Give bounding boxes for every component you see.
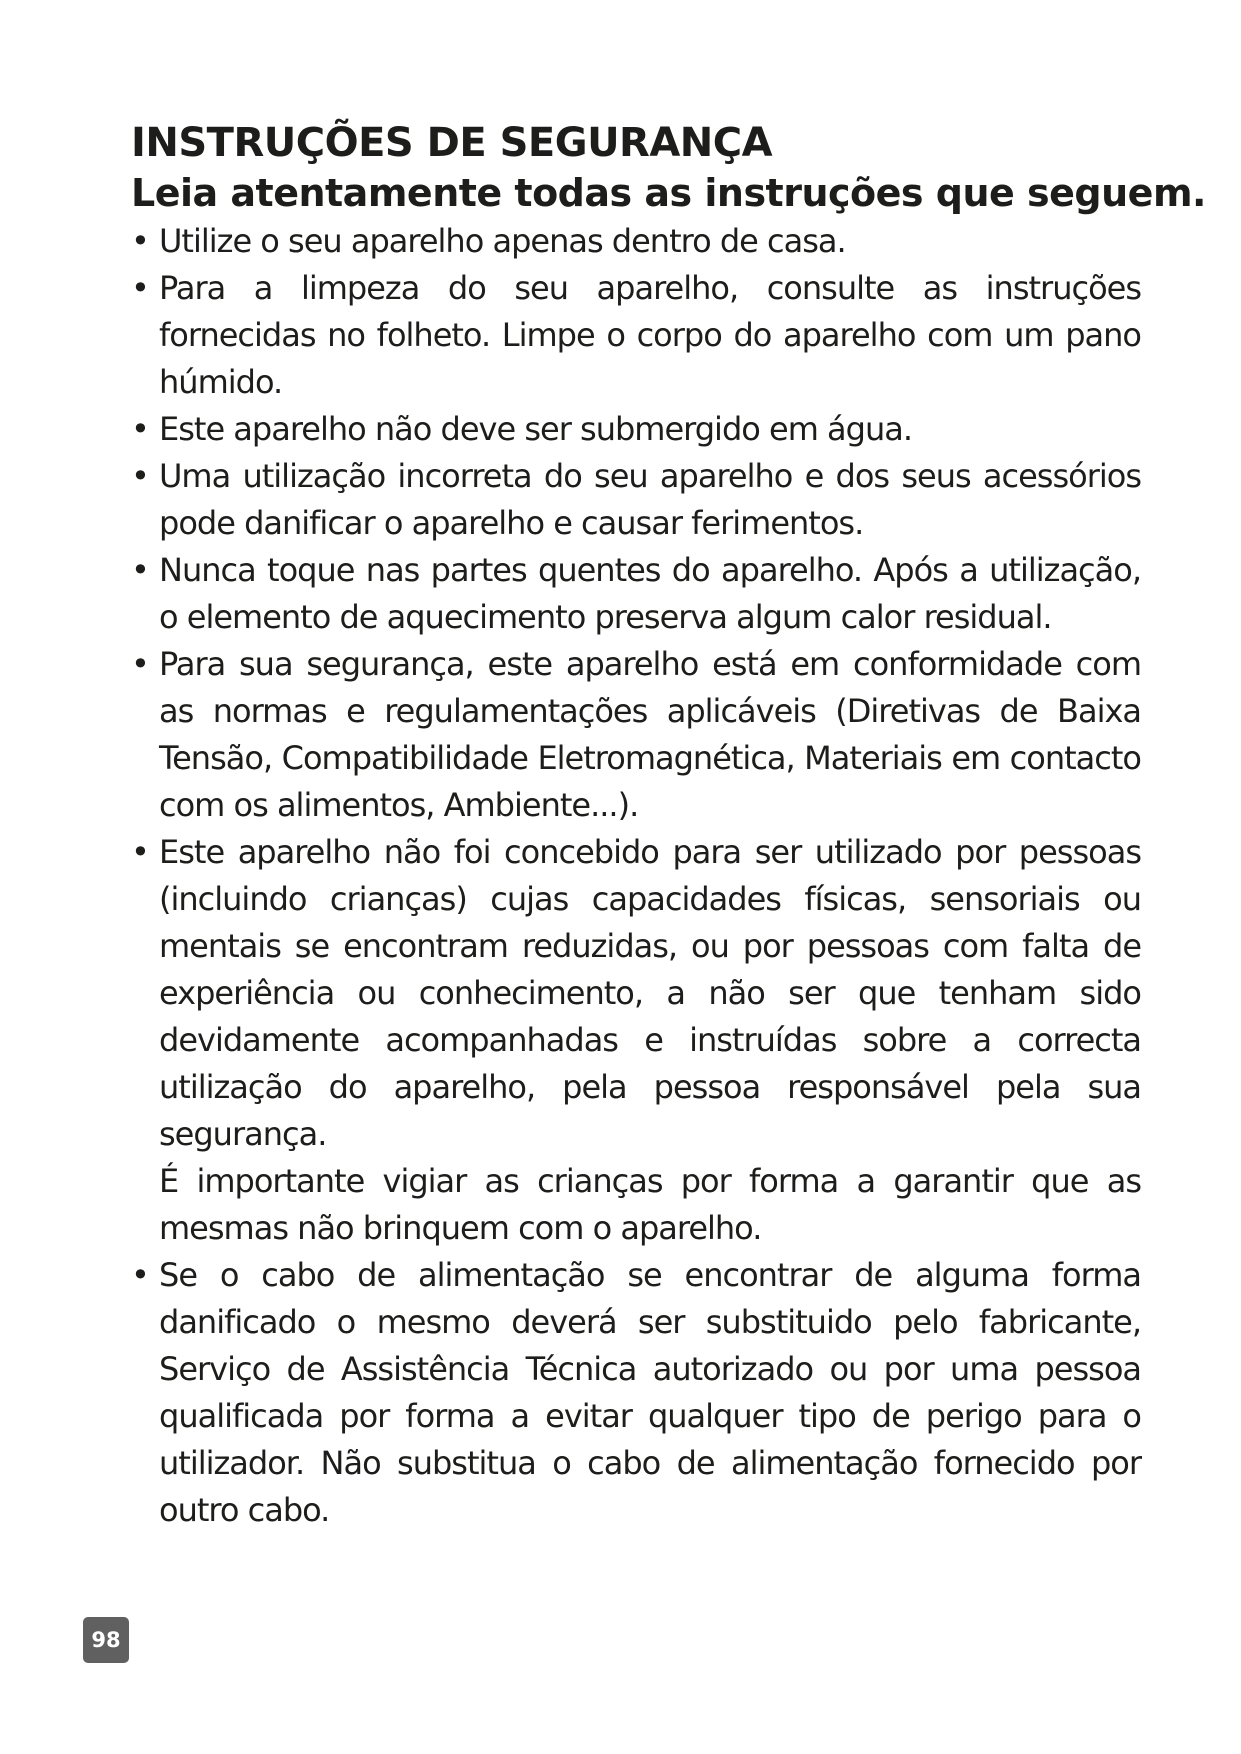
instruction-text: Este aparelho não deve ser submergido em água. <box>159 410 913 448</box>
list-item <box>131 547 1141 641</box>
bullet-icon: • <box>131 833 149 871</box>
list-item <box>131 829 1141 1252</box>
bullet-icon: • <box>131 1256 149 1294</box>
safety-instructions-list <box>131 218 1141 1534</box>
bullet-icon: • <box>131 410 149 448</box>
page-title: INSTRUÇÕES DE SEGURANÇA <box>131 120 773 166</box>
instruction-text: Utilize o seu aparelho apenas dentro de casa. <box>159 222 846 260</box>
instruction-text: Uma utilização incorreta do seu aparelho e dos seus acessórios pode danificar o aparelho e causar ferimentos. <box>159 457 1141 542</box>
instruction-text: Este aparelho não foi concebido para ser utilizado por pessoas (incluindo crianças) cujas capacidades físicas, sensoriais ou mentais se encontram reduzidas, ou por pessoas com falta de experiência ou conhecimento, a não ser que tenham sido devidamente acompanhadas e instruídas sobre a correcta utilização do aparelho, pela pessoa responsável pela sua segurança. <box>159 833 1141 1153</box>
instruction-text: Se o cabo de alimentação se encontrar de alguma forma danificado o mesmo deverá ser substituido pelo fabricante, Serviço de Assistência Técnica autorizado ou por uma pessoa qualificada por forma a evitar qualquer tipo de perigo para o utilizador. Não substitua o cabo de alimentação fornecido por outro cabo. <box>159 1256 1141 1529</box>
bullet-icon: • <box>131 269 149 307</box>
list-item <box>131 218 1141 265</box>
page-subtitle: Leia atentamente todas as instruções que seguem. <box>131 171 1206 215</box>
bullet-icon: • <box>131 645 149 683</box>
instruction-text: Para sua segurança, este aparelho está em conformidade com as normas e regulamentações aplicáveis (Diretivas de Baixa Tensão, Compatibilidade Eletromagnética, Materiais em contacto com os alimentos, Ambiente...). <box>159 645 1141 824</box>
bullet-icon: • <box>131 222 149 260</box>
list-item <box>131 453 1141 547</box>
safety-section <box>131 118 1206 1534</box>
page-number-badge: 98 <box>83 1617 129 1663</box>
bullet-icon: • <box>131 457 149 495</box>
instruction-text: Nunca toque nas partes quentes do aparelho. Após a utilização, o elemento de aquecimento preserva algum calor residual. <box>159 551 1141 636</box>
list-item <box>131 1252 1141 1534</box>
instruction-extra-text: É importante vigiar as crianças por forma a garantir que as mesmas não brinquem com o aparelho. <box>159 1162 1141 1247</box>
instruction-text: Para a limpeza do seu aparelho, consulte as instruções fornecidas no folheto. Limpe o corpo do aparelho com um pano húmido. <box>159 269 1141 401</box>
list-item <box>131 406 1141 453</box>
list-item <box>131 265 1141 406</box>
list-item <box>131 641 1141 829</box>
bullet-icon: • <box>131 551 149 589</box>
